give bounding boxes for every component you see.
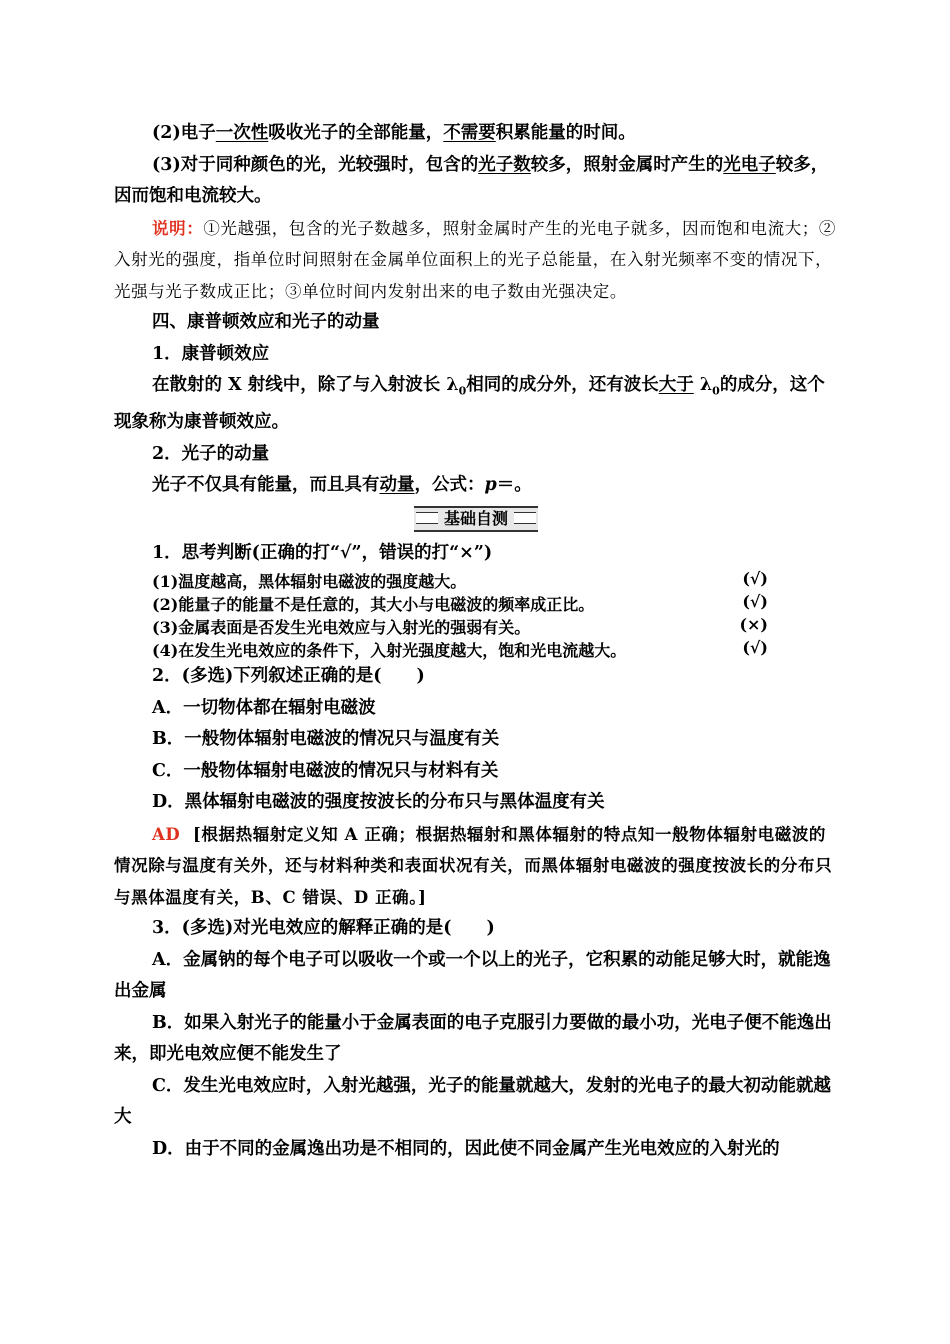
note-paragraph: 说明：①光越强，包含的光子数越多，照射金属时产生的光电子就多，因而饱和电流大；②入射光的强度，指单位时间照射在金属单位面积上的光子总能量，在入射光频率不变的情况下，光强与光子数成正比；③单位时间内发射出来的电子数由光强决定。 xyxy=(114,218,837,301)
judgement-mark: (×) xyxy=(739,615,768,634)
option-a: A．金属钠的每个电子可以吸收一个或一个以上的光子，它积累的动能足够大时，就能逸出金属 xyxy=(114,949,831,1001)
question-3-title: 3．(多选)对光电效应的解释正确的是( ) xyxy=(152,918,495,938)
option-b: B．如果入射光子的能量小于金属表面的电子克服引力要做的最小功，光电子便不能逸出来，即光电效应便不能发生了 xyxy=(114,1012,832,1064)
option-c: C．一般物体辐射电磁波的情况只与材料有关 xyxy=(152,760,499,781)
judgement-item: (3)金属表面是否发生光电效应与入射光的强弱有关。 (×) xyxy=(152,615,768,637)
note-label: 说明： xyxy=(152,218,204,238)
option-d: D．黑体辐射电磁波的强度按波长的分布只与黑体温度有关 xyxy=(152,792,605,812)
paragraph-same-color: (3)对于同种颜色的光，光较强时，包含的光子数较多，照射金属时产生的光电子较多，因而饱和电流较大。 xyxy=(114,154,829,206)
option-b: B．一般物体辐射电磁波的情况只与温度有关 xyxy=(152,729,500,749)
question-2-title: 2．(多选)下列叙述正确的是( ) xyxy=(152,666,425,686)
paragraph-photon-momentum: 光子不仅具有能量，而且具有动量，公式：p＝。 xyxy=(152,475,532,495)
option-d: D．由于不同的金属逸出功是不相同的，因此使不同金属产生光电效应的入射光的 xyxy=(152,1138,780,1159)
blank-no-need: 不需要 xyxy=(443,123,496,143)
answer-label: AD xyxy=(152,824,181,844)
judgement-item: (2)能量子的能量不是任意的，其大小与电磁波的频率成正比。 (√) xyxy=(152,592,768,614)
section-heading-compton: 四、康普顿效应和光子的动量 xyxy=(152,312,380,332)
self-test-banner: 基础自测 xyxy=(414,506,538,532)
judgement-mark: (√) xyxy=(742,569,768,588)
page-content xyxy=(114,118,838,1165)
paragraph-compton-definition: 在散射的 X 射线中，除了与入射波长 $\lambda_0$相同的成分外，还有波长大于 $\lambda_0$的成分，这个现象称为康普顿效应。 xyxy=(114,375,825,432)
answer-explanation: AD [根据热辐射定义知 A 正确；根据热辐射和黑体辐射的特点知一般物体辐射电磁波的情况除与温度有关外，还与材料种类和表面状况有关，而黑体辐射电磁波的强度按波长的分布只与黑体温度有关，B、C 错误、D 正确。] xyxy=(114,824,833,907)
blank-photoelectron: 光电子 xyxy=(723,154,776,175)
paragraph-electron-absorb: (2)电子一次性吸收光子的全部能量，不需要积累能量的时间。 xyxy=(152,123,636,143)
blank-momentum: 动量 xyxy=(379,475,415,495)
blank-once: 一次性 xyxy=(215,123,269,143)
question-1-title: 1．思考判断(正确的打“√”，错误的打“×”) xyxy=(152,542,493,563)
judgement-mark: (√) xyxy=(742,638,768,657)
self-test-banner-wrap xyxy=(114,502,838,538)
option-a: A．一切物体都在辐射电磁波 xyxy=(152,697,376,718)
option-c: C．发生光电效应时，入射光越强，光子的能量就越大，发射的光电子的最大初动能就越大 xyxy=(114,1075,831,1127)
judgement-mark: (√) xyxy=(742,592,768,611)
judgement-item: (4)在发生光电效应的条件下，入射光强度越大，饱和光电流越大。 (√) xyxy=(152,638,768,660)
judgement-item: (1)温度越高，黑体辐射电磁波的强度越大。 (√) xyxy=(152,569,768,591)
subheading-compton-effect: 1．康普顿效应 xyxy=(152,343,270,364)
subheading-photon-momentum: 2．光子的动量 xyxy=(152,443,270,464)
blank-photon-number: 光子数 xyxy=(478,154,531,175)
blank-greater-than: 大于 xyxy=(658,375,694,395)
